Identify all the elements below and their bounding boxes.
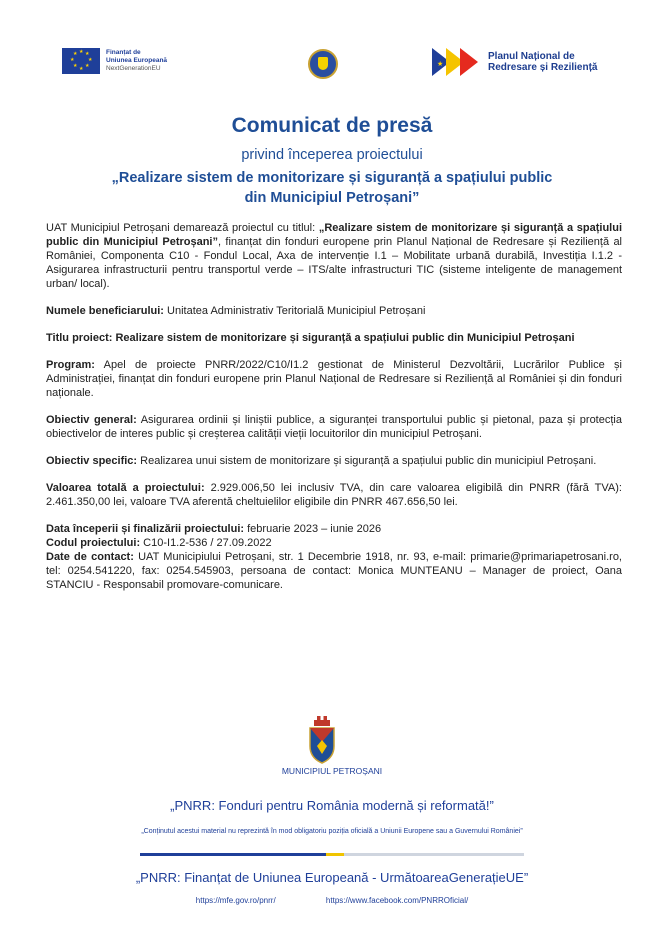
specific-objective-label: Obiectiv specific: — [46, 455, 138, 467]
general-objective-label: Obiectiv general: — [46, 414, 137, 426]
footer-links — [0, 896, 664, 905]
petrosani-coat-of-arms-icon — [307, 716, 337, 764]
eu-line1: Finanțat de — [106, 49, 141, 56]
beneficiary-label: Numele beneficiarului: — [46, 305, 164, 317]
program-value: Apel de proiecte PNRR/2022/C10/I1.2 gestionat de Ministerul Dezvoltării, Lucrărilor Publice și Administrației, finanțat din fonduri europene prin Planul Național de Redresare si Reziliență al României și din fonduri naționale. — [46, 359, 622, 399]
project-label: Titlu proiect: — [46, 332, 113, 344]
eu-line2: Uniunea Europeană — [106, 57, 168, 64]
dates-paragraph — [46, 522, 622, 536]
contact-value: UAT Municipiului Petroșani, str. 1 Decembrie 1918, nr. 93, e-mail: primarie@primariapetrosani.ro, tel: 0254.541220, fax: 0254.545903, persoana de contact: Monica MUNTEANU – Manager de proiect, Oana STANCIU - Responsabil promovare-comunicare. — [46, 551, 622, 591]
beneficiary-paragraph — [46, 304, 622, 318]
municipality-name: MUNICIPIUL PETROȘANI — [281, 766, 383, 776]
disclaimer-text: „Conținutul acestui material nu reprezintă în mod obligatoriu poziția oficială a Uniunii Europene sau a Guvernului României” — [141, 828, 523, 835]
project-title: „Realizare sistem de monitorizare și siguranță a spațiului public din Municipiul Petroșani” — [111, 170, 553, 206]
program-paragraph — [46, 358, 622, 400]
code-paragraph — [46, 536, 622, 550]
code-label: Codul proiectului: — [46, 537, 141, 549]
eu-line3: NextGenerationEU — [106, 65, 161, 72]
footer-motto: „PNRR: Finanțat de Uniunea Europeană - UrmătoareaGenerațieUE” — [135, 870, 529, 885]
intro-paragraph — [46, 221, 622, 291]
total-value-label: Valoarea totală a proiectului: — [46, 482, 205, 494]
specific-objective-paragraph — [46, 454, 622, 468]
total-value-value: 2.929.006,50 lei inclusiv TVA, din care valoarea eligibilă din PNRR (fără TVA): 2.461.350,00 lei, valoare TVA aferentă cheltuielilor eligibile din PNRR 467.656,50 lei. — [46, 482, 622, 508]
pnrr-logo — [432, 48, 598, 76]
general-objective-paragraph — [46, 413, 622, 441]
header-logos — [0, 44, 664, 84]
eu-logo — [62, 48, 167, 74]
divider-blue — [140, 853, 326, 856]
mfe-link[interactable]: https://mfe.gov.ro/pnrr/ — [195, 896, 276, 905]
pnrr-logo-text — [488, 51, 598, 73]
divider-bar — [140, 853, 524, 856]
divider-yellow — [326, 853, 344, 856]
specific-objective-value: Realizarea unui sistem de monitorizare și siguranță a spațiului public din municipiul Petroșani. — [137, 455, 597, 467]
project-value: Realizare sistem de monitorizare și siguranță a spațiului public din Municipiul Petroșani — [112, 332, 575, 344]
romania-coat-of-arms-icon — [308, 49, 338, 79]
eu-logo-text — [106, 49, 167, 73]
general-objective-value: Asigurarea ordinii și liniștii publice, a siguranței transportului public și pietonal, paza și protecția obiectivelor de interes public și creșterea calității vieții locuitorilor din municipiul Petroșani. — [46, 414, 622, 440]
svg-text:★: ★ — [437, 61, 444, 68]
pnrr-line2: Redresare și Reziliență — [488, 62, 598, 73]
intro-rest: , finanțat din fonduri europene prin Planul Național de Redresare și Reziliență al României, Componenta C10 - Fondul Local, Axa de intervenție I.1 – Mobilitate urbană durabilă, Investiția I.1.2 - Asigurarea infrastructurii pentru transportul verde – ITS/alte infrastructuri TIC (sisteme inteligente de management urban/ local). — [46, 236, 623, 290]
page-title: Comunicat de presă — [231, 114, 433, 137]
beneficiary-value: Unitatea Administrativ Teritorială Municipiul Petroșani — [163, 305, 426, 317]
intro-bold: „Realizare sistem de monitorizare și siguranță a spațiului public din Municipiul Petroșani” — [46, 222, 622, 248]
press-release-body — [46, 221, 622, 592]
pnrr-logo-icon — [432, 48, 484, 76]
pnrr-line1: Planul Național de — [488, 51, 575, 62]
facebook-link[interactable]: https://www.facebook.com/PNRROficial/ — [325, 896, 469, 905]
page-subtitle: privind începerea proiectului — [241, 147, 423, 163]
contact-paragraph — [46, 550, 622, 592]
contact-label: Date de contact: — [46, 551, 134, 563]
code-value: C10-I1.2-536 / 27.09.2022 — [140, 537, 272, 549]
pnrr-motto: „PNRR: Fonduri pentru România modernă și reformată!” — [170, 798, 494, 813]
eu-flag-icon: ★ ★ ★ ★ ★ ★ ★ ★ — [62, 48, 100, 74]
dates-label: Data începerii și finalizării proiectului: — [46, 523, 245, 535]
total-value-paragraph — [46, 481, 622, 509]
intro-lead: UAT Municipiul Petroșani demarează proiectul cu titlul: — [46, 222, 319, 234]
project-paragraph — [46, 331, 622, 345]
program-label: Program: — [46, 359, 95, 371]
dates-value: februarie 2023 – iunie 2026 — [244, 523, 382, 535]
